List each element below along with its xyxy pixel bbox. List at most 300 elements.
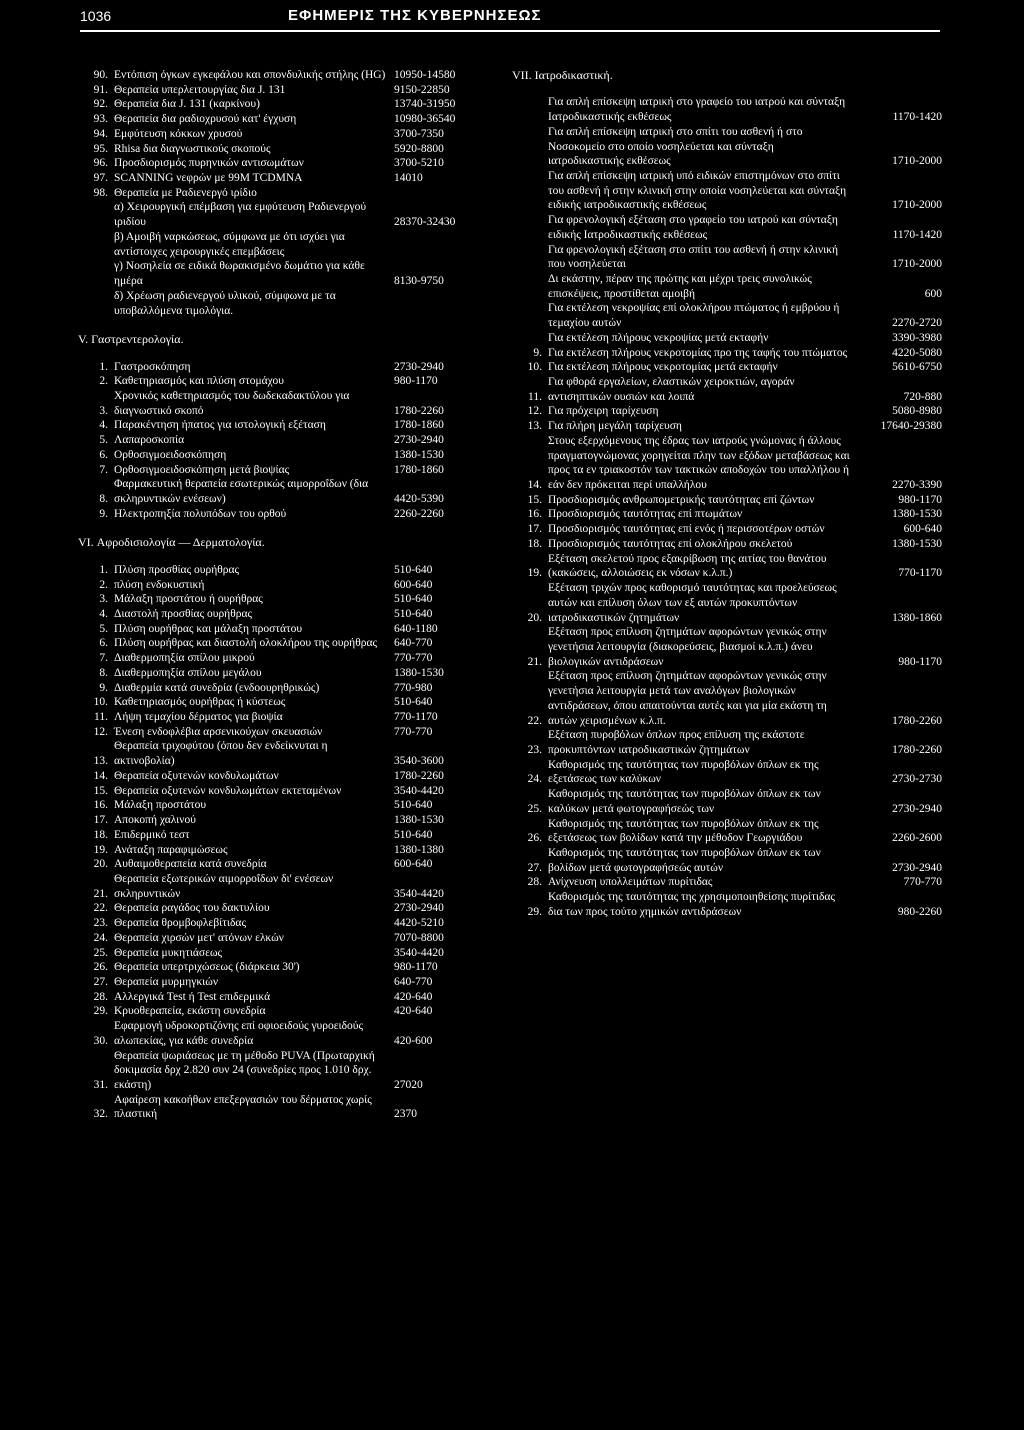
- table-row: [78, 901, 502, 916]
- table-row: [78, 477, 502, 506]
- item-fee: 600-640: [394, 578, 433, 591]
- table-row: [512, 507, 942, 522]
- item-fee: 600-640: [903, 523, 942, 536]
- item-fee: 8130-9750: [394, 275, 444, 288]
- item-number: 94.: [93, 127, 108, 140]
- item-number: 21.: [527, 655, 542, 668]
- item-fee: 1380-1380: [394, 843, 444, 856]
- table-row: [78, 507, 502, 522]
- table-row: [512, 669, 942, 728]
- item-description: Διαθερμία κατά συνεδρία (ενδοουρηθρικώς): [114, 681, 320, 694]
- section-derma-list: [78, 563, 502, 1122]
- item-description: Εξέταση πυροβόλων όπλων προς επίλυση της εκάστοτε προκυπτόντων ιατροδικαστικών ζητημάτων: [548, 729, 805, 756]
- item-fee: 1380-1860: [892, 611, 942, 624]
- table-row: [78, 83, 502, 98]
- table-row: [78, 97, 502, 112]
- table-row: [512, 846, 942, 875]
- table-row: [78, 200, 502, 229]
- item-description: Αποκοπή χαλινού: [114, 814, 196, 827]
- item-description: Rhisa δια διαγνωστικούς σκοπούς: [114, 142, 271, 155]
- item-description: Μάλαξη προστάτου ή ουρήθρας: [114, 593, 263, 606]
- item-fee: 1710-2000: [892, 155, 942, 168]
- item-description: Για απλή επίσκεψη ιατρική υπό ειδικών επιστημόνων στο σπίτι του ασθενή ή στην κλινική στην οποία νοσηλεύεται και σύνταξη ειδικής ιατροδικαστικής εκθέσεως: [548, 169, 847, 212]
- item-number: 19.: [93, 843, 108, 856]
- item-description: Πλύση ουρήθρας και διαστολή ολοκλήρου της ουρήθρας: [114, 637, 378, 650]
- item-number: 16.: [93, 799, 108, 812]
- item-fee: 1780-1860: [394, 463, 444, 476]
- item-fee: 27020: [394, 1079, 423, 1091]
- item-description: Κρυοθεραπεία, εκάστη συνεδρία: [114, 1005, 266, 1018]
- item-fee: 1380-1530: [892, 508, 942, 521]
- table-row: [78, 695, 502, 710]
- item-description: Εξέταση προς επίλυση ζητημάτων αφορώντων γενικώς στην γενετήσια λειτουργία μετά των αναλόγων βιολογικών αντιδράσεων, όπου απαιτούνται αυτές και για μία εκάστη τη αυτών χειρισμένων κ.λ.π.: [548, 670, 827, 727]
- item-fee: 1380-1530: [394, 814, 444, 827]
- item-number: 28.: [527, 876, 542, 889]
- item-fee: 5920-8800: [394, 142, 444, 155]
- table-row: [78, 681, 502, 696]
- item-fee: 2730-2940: [394, 902, 444, 915]
- item-fee: 2730-2940: [394, 360, 444, 373]
- item-fee: 2270-3390: [892, 479, 942, 492]
- item-fee: 3700-7350: [394, 127, 444, 140]
- item-fee: 5610-6750: [892, 361, 942, 374]
- item-number: 26.: [527, 832, 542, 845]
- table-row: [512, 522, 942, 537]
- item-number: 6.: [99, 637, 108, 650]
- item-description: Λήψη τεμαχίου δέρματος για βιοψία: [114, 711, 283, 724]
- left-column: [78, 68, 502, 1122]
- item-description: γ) Νοσηλεία σε ειδικά θωρακισμένο δωμάτιο για κάθε ημέρα: [114, 260, 365, 288]
- item-description: Πλύση προσθίας ουρήθρας: [114, 563, 240, 576]
- item-number: 15.: [527, 493, 542, 506]
- item-fee: 1380-1530: [394, 666, 444, 679]
- item-number: 25.: [93, 946, 108, 959]
- item-number: 3.: [99, 404, 108, 417]
- item-fee: 510-640: [394, 696, 433, 709]
- item-description: Θεραπεία μυρμηγκιών: [114, 975, 219, 988]
- item-number: 9.: [533, 346, 542, 359]
- table-row: [78, 156, 502, 171]
- item-fee: 600: [924, 287, 942, 300]
- item-number: 15.: [93, 784, 108, 797]
- item-number: 14.: [527, 479, 542, 492]
- table-row: [78, 857, 502, 872]
- table-row: [512, 581, 942, 625]
- table-row: [78, 463, 502, 478]
- item-fee: 420-640: [394, 1005, 433, 1018]
- item-fee: 510-640: [394, 828, 433, 841]
- table-row: [78, 710, 502, 725]
- item-description: Καθορισμός της ταυτότητας των πυροβόλων όπλων εκ της εξετάσεως των καλύκων: [548, 758, 819, 786]
- item-number: 5.: [99, 622, 108, 635]
- item-description: Θεραπεία τριχοφύτου (όπου δεν ενδείκνυται η ακτινοβολία): [114, 740, 328, 768]
- table-row: [78, 828, 502, 843]
- item-number: 24.: [93, 931, 108, 944]
- item-description: Προσδιορισμός ανθρωπομετρικής ταυτότητας επί ζώντων: [548, 493, 815, 506]
- item-number: 2.: [99, 375, 108, 388]
- item-fee: 2730-2940: [892, 802, 942, 815]
- item-fee: 1780-2260: [394, 769, 444, 782]
- item-description: Ορθοσιγμοειδοσκόπηση: [114, 448, 227, 461]
- header-rule: [80, 30, 940, 32]
- table-row: [512, 552, 942, 581]
- item-fee: 980-1170: [898, 655, 942, 668]
- item-fee: 510-640: [394, 799, 433, 812]
- table-row: [78, 289, 502, 318]
- right-column: [512, 68, 942, 920]
- table-row: [512, 758, 942, 787]
- item-number: 27.: [93, 975, 108, 988]
- item-fee: 510-640: [394, 563, 433, 576]
- table-row: [78, 112, 502, 127]
- item-description: Για φρενολογική εξέταση στο σπίτι του ασθενή ή στην κλινική που νοσηλεύεται: [548, 243, 839, 271]
- item-description: Αλλεργικά Test ή Test επιδερμικά: [114, 990, 271, 1003]
- item-description: δ) Χρέωση ραδιενεργού υλικού, σύμφωνα με τα υποβαλλόμενα τιμολόγια.: [114, 289, 336, 317]
- item-fee: 770-980: [394, 681, 433, 694]
- table-row: [78, 651, 502, 666]
- item-description: Εξέταση σκελετού προς εξακρίβωση της αιτίας του θανάτου (κακώσεις, αλλοιώσεις εκ νόσων κ.λ.π.): [548, 552, 827, 580]
- item-fee: 720-880: [903, 390, 942, 403]
- item-description: β) Αμοιβή ναρκώσεως, σύμφωνα με ότι ισχύει για αντίστοιχες χειρουργικές επεμβάσεις: [114, 230, 345, 258]
- table-row: [78, 843, 502, 858]
- item-number: 92.: [93, 98, 108, 111]
- item-number: 29.: [93, 1005, 108, 1018]
- table-row: [512, 95, 942, 124]
- item-fee: 1380-1530: [892, 537, 942, 550]
- item-fee: 1780-1860: [394, 419, 444, 432]
- item-number: 20.: [93, 858, 108, 871]
- table-row: [512, 243, 942, 272]
- item-description: Επιδερμικό τεστ: [114, 828, 190, 841]
- table-row: [512, 213, 942, 242]
- item-fee: 640-770: [394, 637, 433, 650]
- item-fee: 980-1170: [898, 493, 942, 506]
- item-number: 1.: [99, 360, 108, 373]
- item-fee: 3700-5210: [394, 157, 444, 170]
- gazette-title: ΕΦΗΜΕΡΙΣ ΤΗΣ ΚΥΒΕΡΝΗΣΕΩΣ: [288, 7, 542, 24]
- table-row: [78, 1004, 502, 1019]
- item-number: 9.: [99, 507, 108, 520]
- item-description: Αυθαιμοθεραπεία κατά συνεδρία: [114, 858, 267, 871]
- table-row: [78, 127, 502, 142]
- table-row: [512, 331, 942, 346]
- item-description: Καθετηριασμός ουρήθρας ή κύστεως: [114, 696, 286, 709]
- page-header: [80, 4, 600, 30]
- table-row: [512, 890, 942, 919]
- item-description: Για απλή επίσκεψη ιατρική στο γραφείο του ιατρού και σύνταξη Ιατροδικαστικής εκθέσεως: [548, 96, 846, 124]
- item-fee: 2370: [394, 1108, 417, 1121]
- item-description: Θεραπεία εξωτερικών αιμορροΐδων δι' ενέσεων σκληρυντικών: [114, 872, 334, 900]
- item-number: 25.: [527, 802, 542, 815]
- item-fee: 1170-1420: [892, 111, 942, 124]
- table-row: [512, 728, 942, 757]
- item-description: Προσδιορισμός ταυτότητας επί ολοκλήρου σκελετού: [548, 537, 793, 550]
- item-number: 8.: [99, 493, 108, 506]
- table-row: [78, 186, 502, 201]
- item-number: 18.: [93, 828, 108, 841]
- item-number: 5.: [99, 434, 108, 447]
- item-number: 11.: [94, 711, 108, 724]
- item-number: 32.: [93, 1108, 108, 1121]
- section-forensic-list: [512, 95, 942, 919]
- item-number: 7.: [99, 463, 108, 476]
- table-row: [512, 493, 942, 508]
- item-fee: 770-770: [394, 652, 433, 665]
- item-fee: 10980-36540: [394, 113, 456, 126]
- item-fee: 980-2260: [897, 905, 942, 918]
- item-number: 3.: [99, 593, 108, 606]
- table-row: [78, 636, 502, 651]
- item-description: Για εκτέλεση πλήρους νεκροτομίας προ της ταφής του πτώματος: [548, 346, 848, 359]
- item-description: Θεραπεία μυκητιάσεως: [114, 946, 223, 959]
- table-row: [78, 563, 502, 578]
- item-number: 98.: [93, 186, 108, 199]
- item-description: Θεραπεία δια ραδιοχρυσού κατ' έγχυση: [114, 113, 297, 126]
- item-description: α) Χειρουργική επέμβαση για εμφύτευση Ραδιενεργού ιριδίου: [114, 201, 367, 229]
- item-number: 90.: [93, 69, 108, 81]
- item-description: Καθορισμός της ταυτότητας των πυροβόλων όπλων εκ της εξετάσεως των βολίδων κατά την μέθοδον Γεωργιάδου: [548, 817, 819, 845]
- item-description: Χρονικός καθετηριασμός του δωδεκαδακτύλου για διαγνωστικό σκοπό: [114, 390, 350, 417]
- item-description: Θεραπεία υπερτριχώσεως (διάρκεια 30'): [114, 961, 300, 974]
- item-description: Για φρενολογική εξέταση στο γραφείο του ιατρού και σύνταξη ειδικής Ιατροδικαστικής εκθέσεως: [548, 214, 838, 241]
- item-number: 97.: [93, 172, 108, 185]
- table-row: [78, 990, 502, 1005]
- table-row: [78, 230, 502, 259]
- item-fee: 770-1170: [394, 711, 438, 724]
- item-fee: 1380-1530: [394, 448, 444, 461]
- item-number: 91.: [93, 83, 108, 96]
- item-description: Προσδιορισμός ταυτότητας επί ενός ή περισσοτέρων οστών: [548, 523, 825, 536]
- item-number: 6.: [99, 448, 108, 461]
- table-row: [78, 739, 502, 768]
- item-fee: 980-1170: [394, 375, 438, 388]
- item-description: Διαθερμοπηξία σπίλου μεγάλου: [114, 666, 262, 679]
- item-number: 23.: [527, 743, 542, 756]
- table-row: [78, 916, 502, 931]
- item-fee: 2260-2600: [892, 832, 942, 845]
- item-fee: 980-1170: [394, 961, 438, 974]
- item-fee: 14010: [394, 172, 423, 185]
- item-number: 19.: [527, 567, 542, 580]
- item-description: Θεραπεία υπερλειτουργίας δια J. 131: [114, 83, 286, 96]
- item-number: 10.: [527, 361, 542, 374]
- item-fee: 1780-2260: [394, 404, 444, 417]
- item-number: 12.: [93, 725, 108, 738]
- item-description: Εξέταση προς επίλυση ζητημάτων αφορώντων γενικώς στην γενετήσια λειτουργία (διακορεύσεις, βιασμοί κ.λ.π.) άνευ βιολογικών αντιδράσεων: [548, 626, 827, 668]
- item-number: 1.: [99, 563, 108, 576]
- table-row: [78, 975, 502, 990]
- item-fee: 1780-2260: [892, 714, 942, 727]
- table-row: [78, 171, 502, 186]
- section-heading-derma: VI. Αφροδισιολογία — Δερματολογία.: [78, 535, 265, 550]
- table-row: [78, 418, 502, 433]
- item-description: πλύση ενδοκυστική: [114, 578, 205, 591]
- item-fee: 1710-2000: [892, 199, 942, 212]
- table-row: [78, 259, 502, 288]
- item-description: Ανάταξη παραφιμώσεως: [114, 843, 228, 856]
- item-fee: 3540-4420: [394, 887, 444, 900]
- item-number: 26.: [93, 961, 108, 974]
- item-number: 22.: [527, 714, 542, 727]
- item-fee: 9150-22850: [394, 83, 450, 96]
- table-row: [78, 1019, 502, 1048]
- table-row: [78, 666, 502, 681]
- item-description: Αφαίρεση κακοήθων επεξεργασιών του δέρματος χωρίς πλαστική: [114, 1093, 372, 1121]
- item-fee: 640-1180: [394, 622, 438, 635]
- item-number: 17.: [527, 523, 542, 536]
- item-number: 96.: [93, 157, 108, 170]
- section-heading-gastro: V. Γαστρεντερολογία.: [78, 332, 184, 347]
- item-fee: 7070-8800: [394, 931, 444, 944]
- table-row: [78, 360, 502, 375]
- item-fee: 3540-3600: [394, 755, 444, 768]
- item-description: Θεραπεία ραγάδος του δακτυλίου: [114, 902, 270, 915]
- item-fee: 770-770: [903, 876, 942, 889]
- item-number: 13.: [527, 420, 542, 433]
- item-fee: 420-640: [394, 990, 433, 1003]
- item-fee: 13740-31950: [394, 98, 456, 111]
- item-number: 4.: [99, 419, 108, 432]
- item-fee: 3540-4420: [394, 784, 444, 797]
- table-row: [512, 272, 942, 301]
- item-description: Στους εξερχόμενους της έδρας των ιατρούς γνώμονας ή άλλους πραγματογνώμονας χορηγείται πλην των εξόδων μεταβάσεως και προς τα εν τριακοστόν των τακτικών αποδοχών του υπαλλήλου ή εάν δεν πρόκειται περί υπαλλήλου: [548, 434, 850, 492]
- item-description: Καθορισμός της ταυτότητας των πυροβόλων όπλων εκ των βολίδων μετά φωτογραφήσεώς αυτών: [548, 847, 821, 874]
- table-row: [78, 769, 502, 784]
- item-description: Για εκτέλεση πλήρους νεκροτομίας μετά εκταφήν: [548, 361, 778, 374]
- item-description: Εντόπιση όγκων εγκεφάλου και σπονδυλικής στήλης (HG): [114, 69, 386, 81]
- item-description: Καθορισμός της ταυτότητας των πυροβόλων όπλων εκ των καλύκων μετά φωτογραφήσεώς των: [548, 788, 821, 815]
- item-fee: 2730-2940: [394, 434, 444, 447]
- table-row: [512, 419, 942, 434]
- table-row: [512, 787, 942, 816]
- item-fee: 17640-29380: [880, 420, 942, 433]
- table-row: [512, 360, 942, 375]
- item-description: Θεραπεία ψωριάσεως με τη μέθοδο PUVA (Πρωταρχική δοκιμασία δρχ 2.820 συν 24 (συνεδρίες προς 1.010 δρχ. εκάστη): [114, 1049, 375, 1091]
- item-description: Διαστολή προσθίας ουρήθρας: [114, 608, 253, 620]
- item-fee: 3540-4420: [394, 946, 444, 959]
- table-row: [78, 374, 502, 389]
- table-row: [78, 607, 502, 622]
- item-number: 95.: [93, 142, 108, 155]
- table-row: [512, 817, 942, 846]
- item-number: 11.: [528, 390, 542, 403]
- item-description: Για φθορά εργαλείων, ελαστικών χειροκτιών, αγοράν αντισηπτικών ουσιών και λοιπά: [548, 376, 795, 403]
- item-number: 24.: [527, 773, 542, 786]
- table-row: [78, 960, 502, 975]
- item-description: Ηλεκτροπηξία πολυπόδων του ορθού: [114, 507, 287, 520]
- table-row: [78, 946, 502, 961]
- item-description: Θεραπεία οξυτενών κονδυλωμάτων εκτεταμένων: [114, 784, 342, 797]
- item-number: 93.: [93, 113, 108, 126]
- table-row: [78, 448, 502, 463]
- item-description: Φαρμακευτική θεραπεία εσωτερικώς αιμορροΐδων (δια σκληρυντικών ενέσεων): [114, 478, 369, 506]
- table-row: [78, 142, 502, 157]
- item-description: Για απλή επίσκεψη ιατρική στο σπίτι του ασθενή ή στο Νοσοκομείο στο οποίο νοσηλεύεται και σύνταξη ιατροδικαστικής εκθέσεως: [548, 125, 803, 168]
- item-fee: 4420-5210: [394, 917, 444, 930]
- item-description: Προσδιορισμός πυρηνικών αντισωμάτων: [114, 157, 304, 170]
- table-row: [78, 784, 502, 799]
- table-row: [78, 931, 502, 946]
- table-row: [512, 875, 942, 890]
- item-number: 31.: [93, 1079, 108, 1091]
- item-description: Ένεση ενδοφλέβια αρσενικούχων σκευασιών: [114, 725, 323, 738]
- item-description: Καθετηριασμός και πλύση στομάχου: [114, 375, 284, 388]
- item-description: Για εκτέλεση νεκροψίας επί ολοκλήρου πτώματος ή εμβρύου ή τεμαχίου αυτών: [548, 302, 840, 330]
- section-gastro-list: [78, 360, 502, 522]
- item-description: Θεραπεία με Ραδιενεργό ιρίδιο: [114, 186, 257, 199]
- item-number: 4.: [99, 608, 108, 620]
- item-description: Δι εκάστην, πέραν της πρώτης και μέχρι τρεις συνολικώς επισκέψεις, προστίθεται αμοιβή: [548, 272, 812, 300]
- item-fee: 1780-2260: [892, 743, 942, 756]
- item-description: Διαθερμοπηξία σπίλου μικρού: [114, 652, 255, 665]
- item-fee: 4420-5390: [394, 493, 444, 506]
- table-row: [78, 389, 502, 418]
- table-row: [78, 592, 502, 607]
- item-number: 10.: [93, 696, 108, 709]
- table-row: [512, 125, 942, 169]
- item-description: Εμφύτευση κόκκων χρυσού: [114, 127, 243, 140]
- item-number: 12.: [527, 405, 542, 418]
- item-number: 9.: [99, 681, 108, 694]
- item-number: 23.: [93, 917, 108, 930]
- item-description: Γαστροσκόπηση: [114, 360, 191, 373]
- item-description: Προσδιορισμός ταυτότητας επί πτωμάτων: [548, 508, 743, 521]
- table-row: [78, 872, 502, 901]
- table-row: [512, 301, 942, 330]
- table-row: [78, 622, 502, 637]
- item-fee: 28370-32430: [394, 216, 456, 229]
- item-number: 18.: [527, 537, 542, 550]
- item-description: Για εκτέλεση πλήρους νεκροψίας μετά εκταφήν: [548, 331, 769, 344]
- section-nuclear-list: [78, 68, 502, 318]
- item-description: Για πλήρη μεγάλη ταρίχευση: [548, 420, 682, 433]
- item-fee: 600-640: [394, 858, 433, 871]
- item-description: Παρακέντηση ήπατος για ιστολογική εξέταση: [114, 419, 326, 432]
- table-row: [78, 813, 502, 828]
- table-row: [78, 433, 502, 448]
- table-row: [78, 1093, 502, 1122]
- table-row: [78, 578, 502, 593]
- item-description: Θεραπεία θρομβοφλεβίτιδας: [114, 917, 246, 930]
- item-fee: 2260-2260: [394, 507, 444, 520]
- item-description: Θεραπεία οξυτενών κονδυλωμάτων: [114, 769, 279, 782]
- table-row: [512, 404, 942, 419]
- item-description: Θεραπεία χιρσών μετ' ατόνων ελκών: [114, 931, 284, 944]
- section-heading-forensic: VII. Ιατροδικαστική.: [512, 68, 613, 82]
- item-number: 13.: [93, 755, 108, 768]
- table-row: [78, 725, 502, 740]
- item-fee: 1710-2000: [892, 258, 942, 271]
- item-description: Μάλαξη προστάτου: [114, 799, 207, 812]
- item-description: Θεραπεία δια J. 131 (καρκίνου): [114, 98, 260, 111]
- item-number: 27.: [527, 861, 542, 874]
- item-description: Ορθοσιγμοειδοσκόπηση μετά βιοψίας: [114, 463, 290, 476]
- item-fee: 420-600: [394, 1034, 433, 1047]
- item-description: Εξέταση τριχών προς καθορισμό ταυτότητας και προελεύσεως αυτών και επίλυση όλων των εξ αυτών προκυπτόντων ιατροδικαστικών ζητημάτων: [548, 582, 837, 624]
- item-fee: 770-770: [394, 725, 433, 738]
- table-row: [512, 169, 942, 213]
- item-fee: 2730-2940: [892, 861, 942, 874]
- item-number: 30.: [93, 1034, 108, 1047]
- item-description: Καθορισμός της ταυτότητας της χρησιμοποιηθείσης πυρίτιδας δια των προς τούτο χημικών αντιδράσεων: [548, 891, 835, 918]
- table-row: [78, 1049, 502, 1093]
- item-fee: 4220-5080: [892, 346, 942, 359]
- table-row: [512, 375, 942, 404]
- item-description: Ανίχνευση υπολλειμάτων πυρίτιδας: [548, 876, 713, 889]
- item-fee: 5080-8980: [892, 405, 942, 418]
- table-row: [78, 798, 502, 813]
- item-number: 2.: [99, 578, 108, 591]
